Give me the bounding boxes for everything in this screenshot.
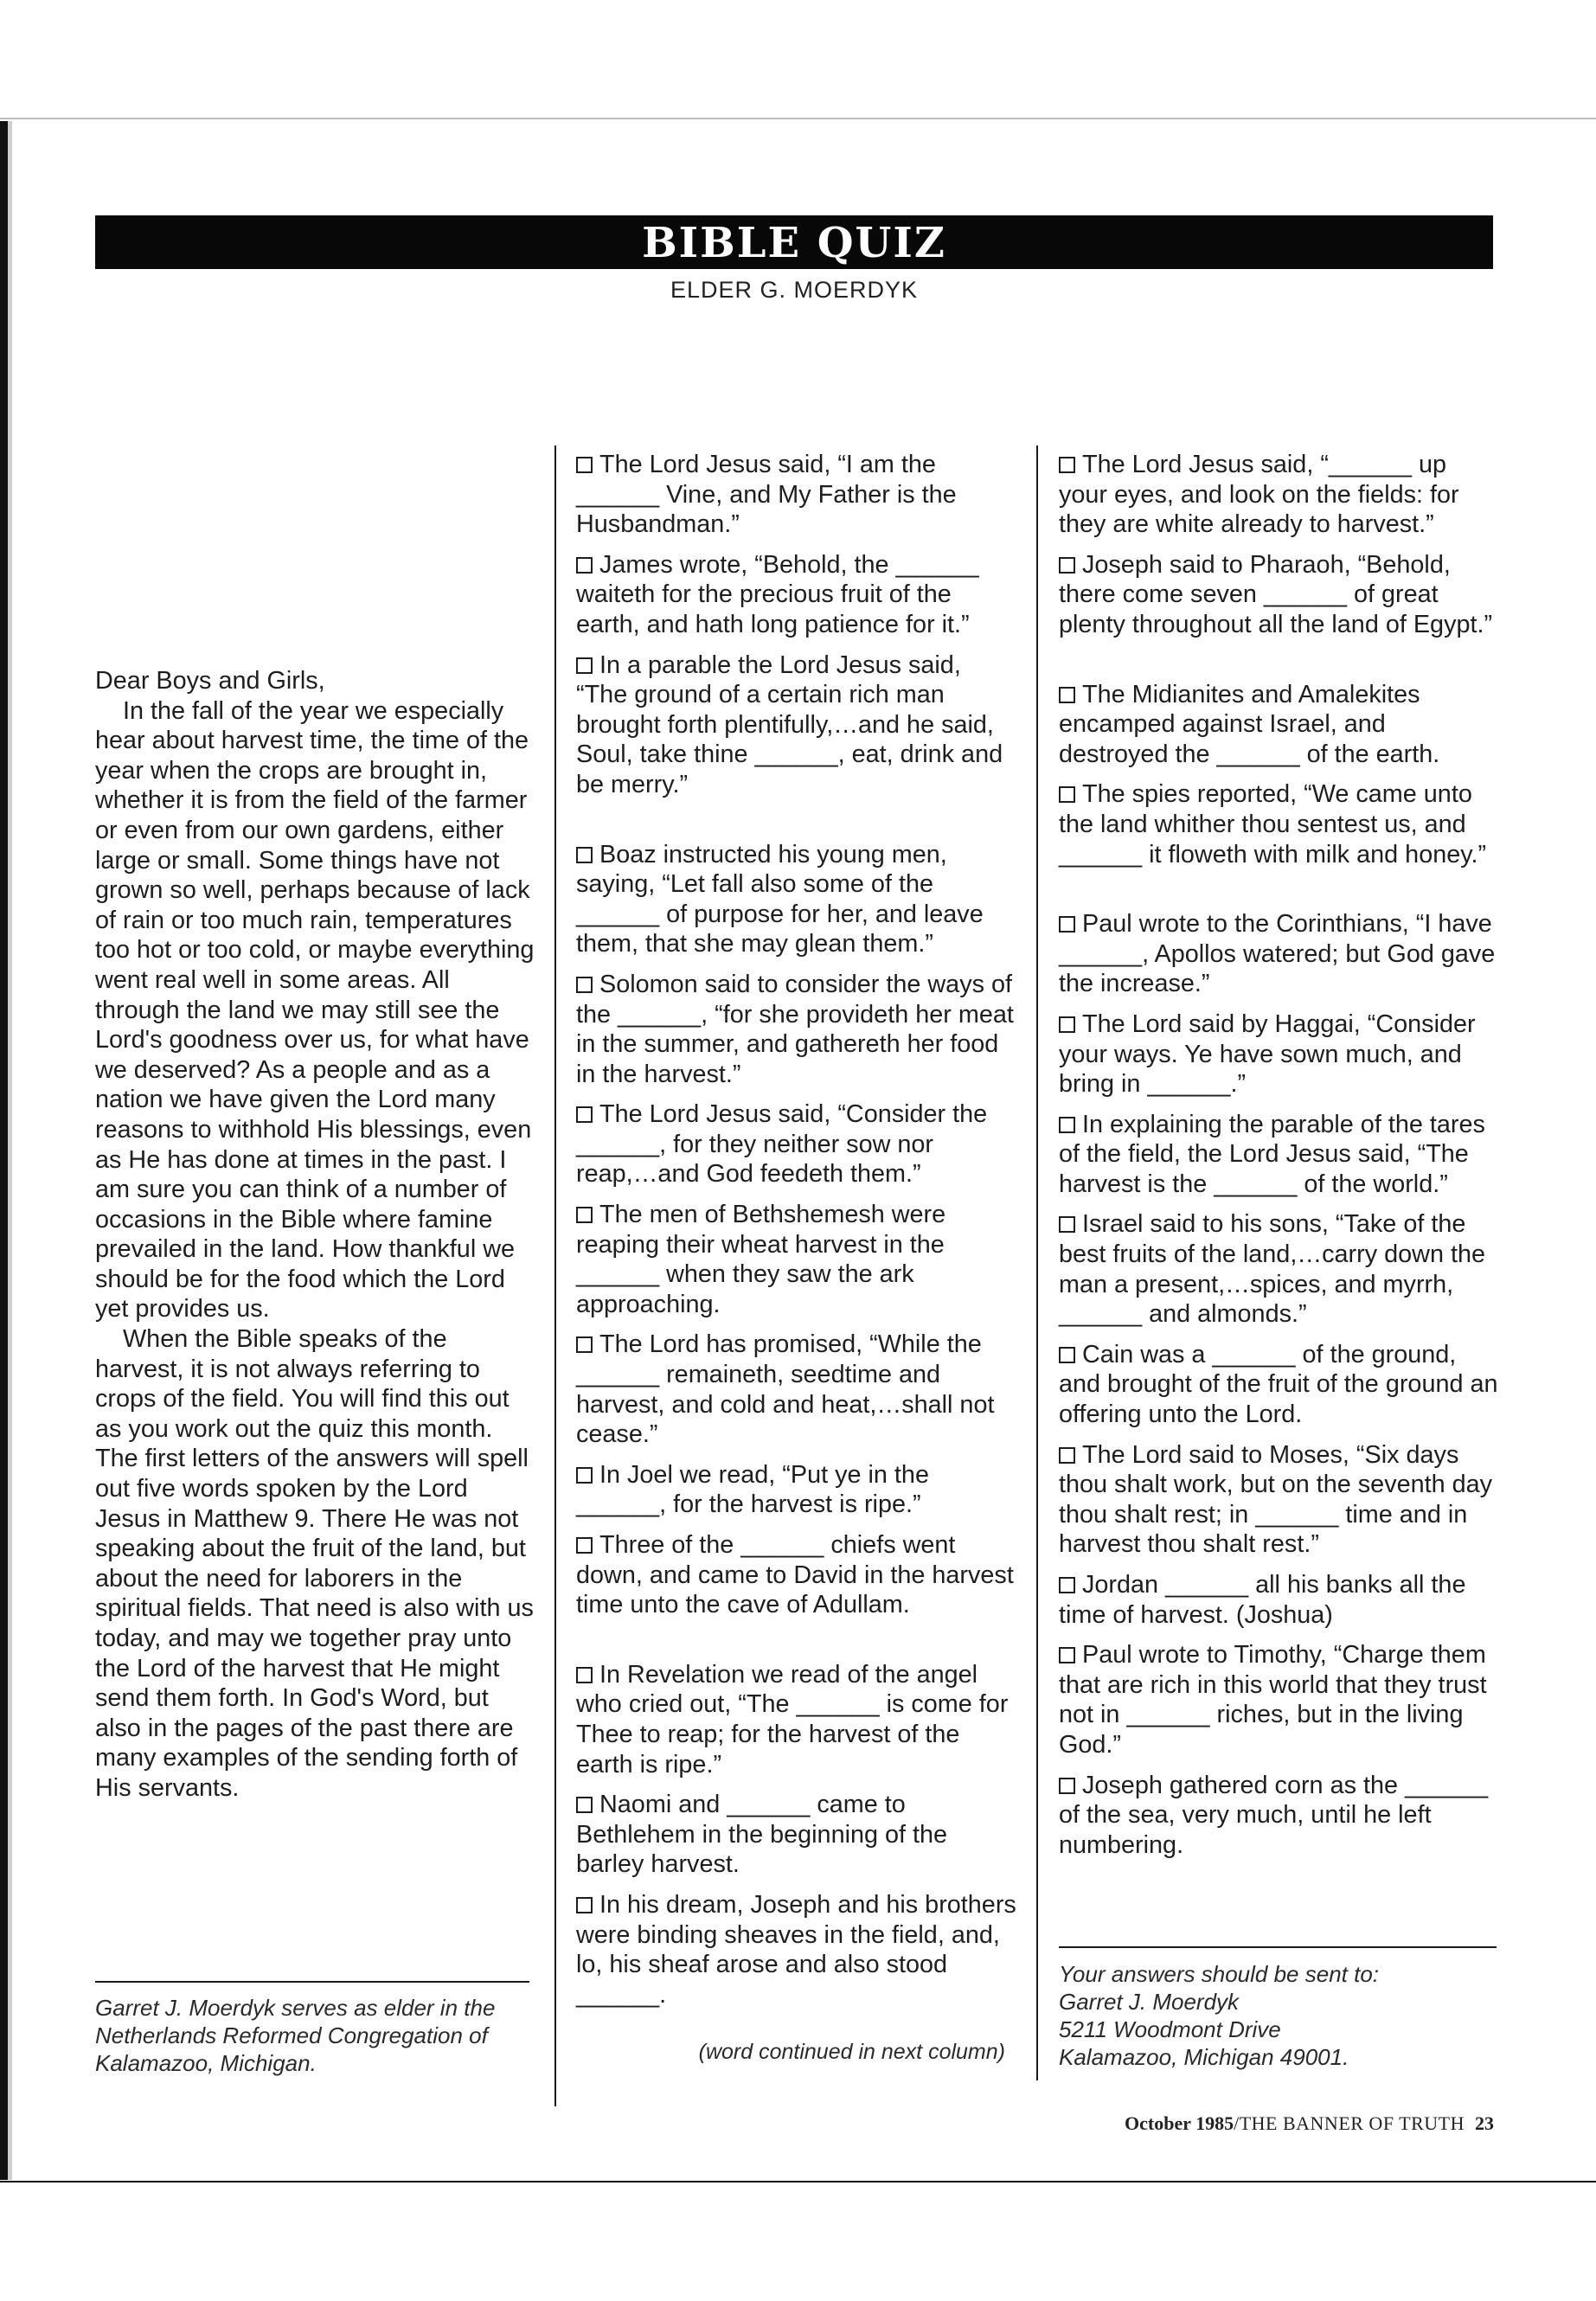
answer-checkbox[interactable] bbox=[1059, 1216, 1075, 1233]
question-text: Solomon said to consider the ways of the ______, “for she provideth her meat in the summer, and gathereth her food in the harvest.” bbox=[576, 970, 1014, 1088]
quiz-question bbox=[1059, 1771, 1500, 1861]
answers-label: Your answers should be sent to: bbox=[1059, 1961, 1380, 1987]
quiz-question bbox=[1059, 450, 1500, 540]
answer-checkbox[interactable] bbox=[1059, 687, 1075, 703]
question-text: The men of Bethshemesh were reaping their wheat harvest in the ______ when they saw the ark approaching. bbox=[576, 1201, 946, 1318]
quiz-question bbox=[1059, 550, 1500, 640]
quiz-question bbox=[576, 1099, 1017, 1189]
answers-address bbox=[1059, 1960, 1500, 2071]
answer-checkbox[interactable] bbox=[576, 557, 593, 574]
answer-checkbox[interactable] bbox=[1059, 1577, 1075, 1593]
question-text: James wrote, “Behold, the ______ waiteth for the precious fruit of the earth, and hath long patience for it.” bbox=[576, 550, 979, 638]
question-text: The Lord has promised, “While the ______ remaineth, seedtime and harvest, and cold and heat,…shall not cease.” bbox=[576, 1330, 995, 1449]
answer-checkbox[interactable] bbox=[1059, 786, 1075, 803]
quiz-question bbox=[576, 1330, 1017, 1449]
author-byline: ELDER G. MOERDYK bbox=[670, 277, 919, 303]
address-line: Garret J. Moerdyk bbox=[1059, 1989, 1240, 2015]
answer-checkbox[interactable] bbox=[1059, 1778, 1075, 1794]
quiz-question bbox=[1059, 1440, 1500, 1560]
question-text: In a parable the Lord Jesus said, “The ground of a certain rich man brought forth plentifully,…and he said, Soul, take thine ______, eat, drink and be merry.” bbox=[576, 651, 1003, 798]
quiz-question bbox=[1059, 1640, 1500, 1759]
quiz-question bbox=[576, 1790, 1017, 1880]
answer-checkbox[interactable] bbox=[576, 1106, 593, 1123]
question-text: Paul wrote to the Corinthians, “I have ______, Apollos watered; but God gave the increase.” bbox=[1059, 910, 1496, 998]
quiz-question bbox=[576, 1660, 1017, 1779]
quiz-question bbox=[576, 651, 1017, 800]
quiz-question bbox=[576, 550, 1017, 640]
question-text: Three of the ______ chiefs went down, and came to David in the harvest time unto the cave of Adullam. bbox=[576, 1531, 1014, 1619]
answer-checkbox[interactable] bbox=[576, 457, 593, 473]
letter-column bbox=[95, 666, 536, 1804]
quiz-question bbox=[576, 1460, 1017, 1520]
quiz-question bbox=[1059, 779, 1500, 869]
answer-checkbox[interactable] bbox=[1059, 1016, 1075, 1033]
question-text: Cain was a ______ of the ground, and brought of the fruit of the ground an offering unto the Lord. bbox=[1059, 1340, 1498, 1429]
answer-checkbox[interactable] bbox=[576, 847, 593, 863]
answer-checkbox[interactable] bbox=[576, 1467, 593, 1484]
scan-edge-shadow bbox=[8, 121, 12, 2180]
answers-divider bbox=[1059, 1946, 1497, 1948]
scan-edge bbox=[0, 121, 8, 2180]
issue-date: October 1985 bbox=[1125, 2112, 1234, 2134]
top-rule bbox=[0, 118, 1596, 119]
quiz-question bbox=[1059, 680, 1500, 770]
question-text: In his dream, Joseph and his brothers were binding sheaves in the field, and, lo, his sheaf arose and also stood ______. bbox=[576, 1890, 1016, 2009]
answer-checkbox[interactable] bbox=[1059, 557, 1075, 574]
author-bio: Garret J. Moerdyk serves as elder in the Netherlands Reformed Congregation of Kalamazoo, Michigan. bbox=[95, 1995, 496, 2076]
page-number: 23 bbox=[1475, 2112, 1494, 2134]
quiz-question bbox=[576, 1530, 1017, 1620]
answer-checkbox[interactable] bbox=[576, 1537, 593, 1554]
quiz-question bbox=[576, 970, 1017, 1089]
question-text: The Lord Jesus said, “Consider the ______, for they neither sow nor reap,…and God feedeth them.” bbox=[576, 1100, 988, 1189]
bio-divider bbox=[95, 1981, 529, 1983]
quiz-question bbox=[1059, 1009, 1500, 1099]
page-footer bbox=[1125, 2112, 1494, 2135]
page-title: BIBLE QUIZ bbox=[95, 215, 1493, 269]
quiz-column-right bbox=[1059, 450, 1500, 1870]
answer-checkbox[interactable] bbox=[1059, 1447, 1075, 1464]
question-text: Joseph gathered corn as the ______ of the sea, very much, until he left numbering. bbox=[1059, 1771, 1489, 1859]
question-text: The Lord Jesus said, “I am the ______ Vine, and My Father is the Husbandman.” bbox=[576, 451, 957, 539]
quiz-question bbox=[1059, 1570, 1500, 1630]
question-text: The Lord said by Haggai, “Consider your ways. Ye have sown much, and bring in ______.” bbox=[1059, 1009, 1476, 1099]
answer-checkbox[interactable] bbox=[576, 1897, 593, 1913]
question-text: Joseph said to Pharaoh, “Behold, there come seven ______ of great plenty throughout all the land of Egypt.” bbox=[1059, 550, 1493, 638]
quiz-question bbox=[576, 450, 1017, 540]
quiz-question bbox=[576, 840, 1017, 959]
bottom-rule bbox=[0, 2181, 1596, 2182]
quiz-question bbox=[1059, 1340, 1500, 1430]
quiz-question bbox=[1059, 1110, 1500, 1200]
answer-checkbox[interactable] bbox=[576, 1336, 593, 1353]
quiz-question bbox=[1059, 909, 1500, 999]
answer-checkbox[interactable] bbox=[576, 1797, 593, 1813]
answer-checkbox[interactable] bbox=[1059, 1347, 1075, 1363]
question-text: The Lord said to Moses, “Six days thou shalt work, but on the seventh day thou shalt rest; in ______ time and in harvest thou shalt rest.” bbox=[1059, 1440, 1493, 1559]
column-divider bbox=[554, 445, 556, 2106]
column-divider bbox=[1036, 445, 1038, 2080]
question-text: In explaining the parable of the tares of the field, the Lord Jesus said, “The harvest is the ______ of the world.” bbox=[1059, 1110, 1485, 1198]
question-text: Boaz instructed his young men, saying, “Let fall also some of the ______ of purpose for her, and leave them, that she may glean them.” bbox=[576, 840, 984, 958]
question-text: Paul wrote to Timothy, “Charge them that are rich in this world that they trust not in ______ riches, but in the living God.” bbox=[1059, 1641, 1487, 1759]
answer-checkbox[interactable] bbox=[576, 1667, 593, 1683]
question-text: Israel said to his sons, “Take of the best fruits of the land,…carry down the man a present,…spices, and myrrh, ______ and almonds.” bbox=[1059, 1210, 1485, 1329]
question-text: In Revelation we read of the angel who cried out, “The ______ is come for Thee to reap; for the harvest of the earth is ripe.” bbox=[576, 1660, 1009, 1779]
question-text: The spies reported, “We came unto the land whither thou sentest us, and ______ it floweth with milk and honey.” bbox=[1059, 780, 1487, 868]
letter-paragraph: When the Bible speaks of the harvest, it is not always referring to crops of the field. You will find this out as you work out the quiz this month. The first letters of the answers will spell out five words spoken by the Lord Jesus in Matthew 9. There He was not speaking about the fruit of the land, but about the need for laborers in the spiritual fields. That need is also with us today, and may we together pray unto the Lord of the harvest that He might send them forth. In God's Word, but also in the pages of the past there are many examples of the sending forth of His servants. bbox=[95, 1325, 534, 1802]
publication-name: /THE BANNER OF TRUTH bbox=[1234, 2112, 1465, 2134]
answer-checkbox[interactable] bbox=[1059, 916, 1075, 933]
question-text: The Lord Jesus said, “______ up your eyes, and look on the fields: for they are white already to harvest.” bbox=[1059, 451, 1459, 539]
continued-note: (word continued in next column) bbox=[698, 2040, 1005, 2064]
answer-checkbox[interactable] bbox=[576, 977, 593, 993]
question-text: Naomi and ______ came to Bethlehem in the beginning of the barley harvest. bbox=[576, 1791, 948, 1879]
question-text: Jordan ______ all his banks all the time of harvest. (Joshua) bbox=[1059, 1571, 1466, 1629]
answer-checkbox[interactable] bbox=[1059, 1647, 1075, 1663]
quiz-question bbox=[1059, 1209, 1500, 1329]
quiz-question bbox=[576, 1890, 1017, 2009]
answer-checkbox[interactable] bbox=[576, 1207, 593, 1223]
letter-paragraph: In the fall of the year we especially hear about harvest time, the time of the year when the crops are brought in, whether it is from the field of the farmer or even from our own gardens, either large or small. Some things have not grown so well, perhaps because of lack of rain or too much rain, temperatures too hot or too cold, or maybe everything went real well in some areas. All through the land we may still see the Lord's goodness over us, for what have we deserved? As a people and as a nation we have given the Lord many reasons to withhold His blessings, even as He has done at times in the past. I am sure you can think of a number of occasions in the Bible where famine prevailed in the land. How thankful we should be for the food which the Lord yet provides us. bbox=[95, 696, 535, 1324]
answer-checkbox[interactable] bbox=[1059, 457, 1075, 473]
quiz-question bbox=[576, 1200, 1017, 1319]
address-line: 5211 Woodmont Drive bbox=[1059, 2016, 1281, 2042]
question-text: The Midianites and Amalekites encamped against Israel, and destroyed the ______ of the earth. bbox=[1059, 680, 1440, 768]
letter-greeting: Dear Boys and Girls, bbox=[95, 667, 325, 695]
answer-checkbox[interactable] bbox=[576, 657, 593, 674]
address-line: Kalamazoo, Michigan 49001. bbox=[1059, 2044, 1349, 2070]
question-text: In Joel we read, “Put ye in the ______, for the harvest is ripe.” bbox=[576, 1460, 929, 1519]
quiz-column-middle bbox=[576, 450, 1017, 2020]
answer-checkbox[interactable] bbox=[1059, 1117, 1075, 1133]
